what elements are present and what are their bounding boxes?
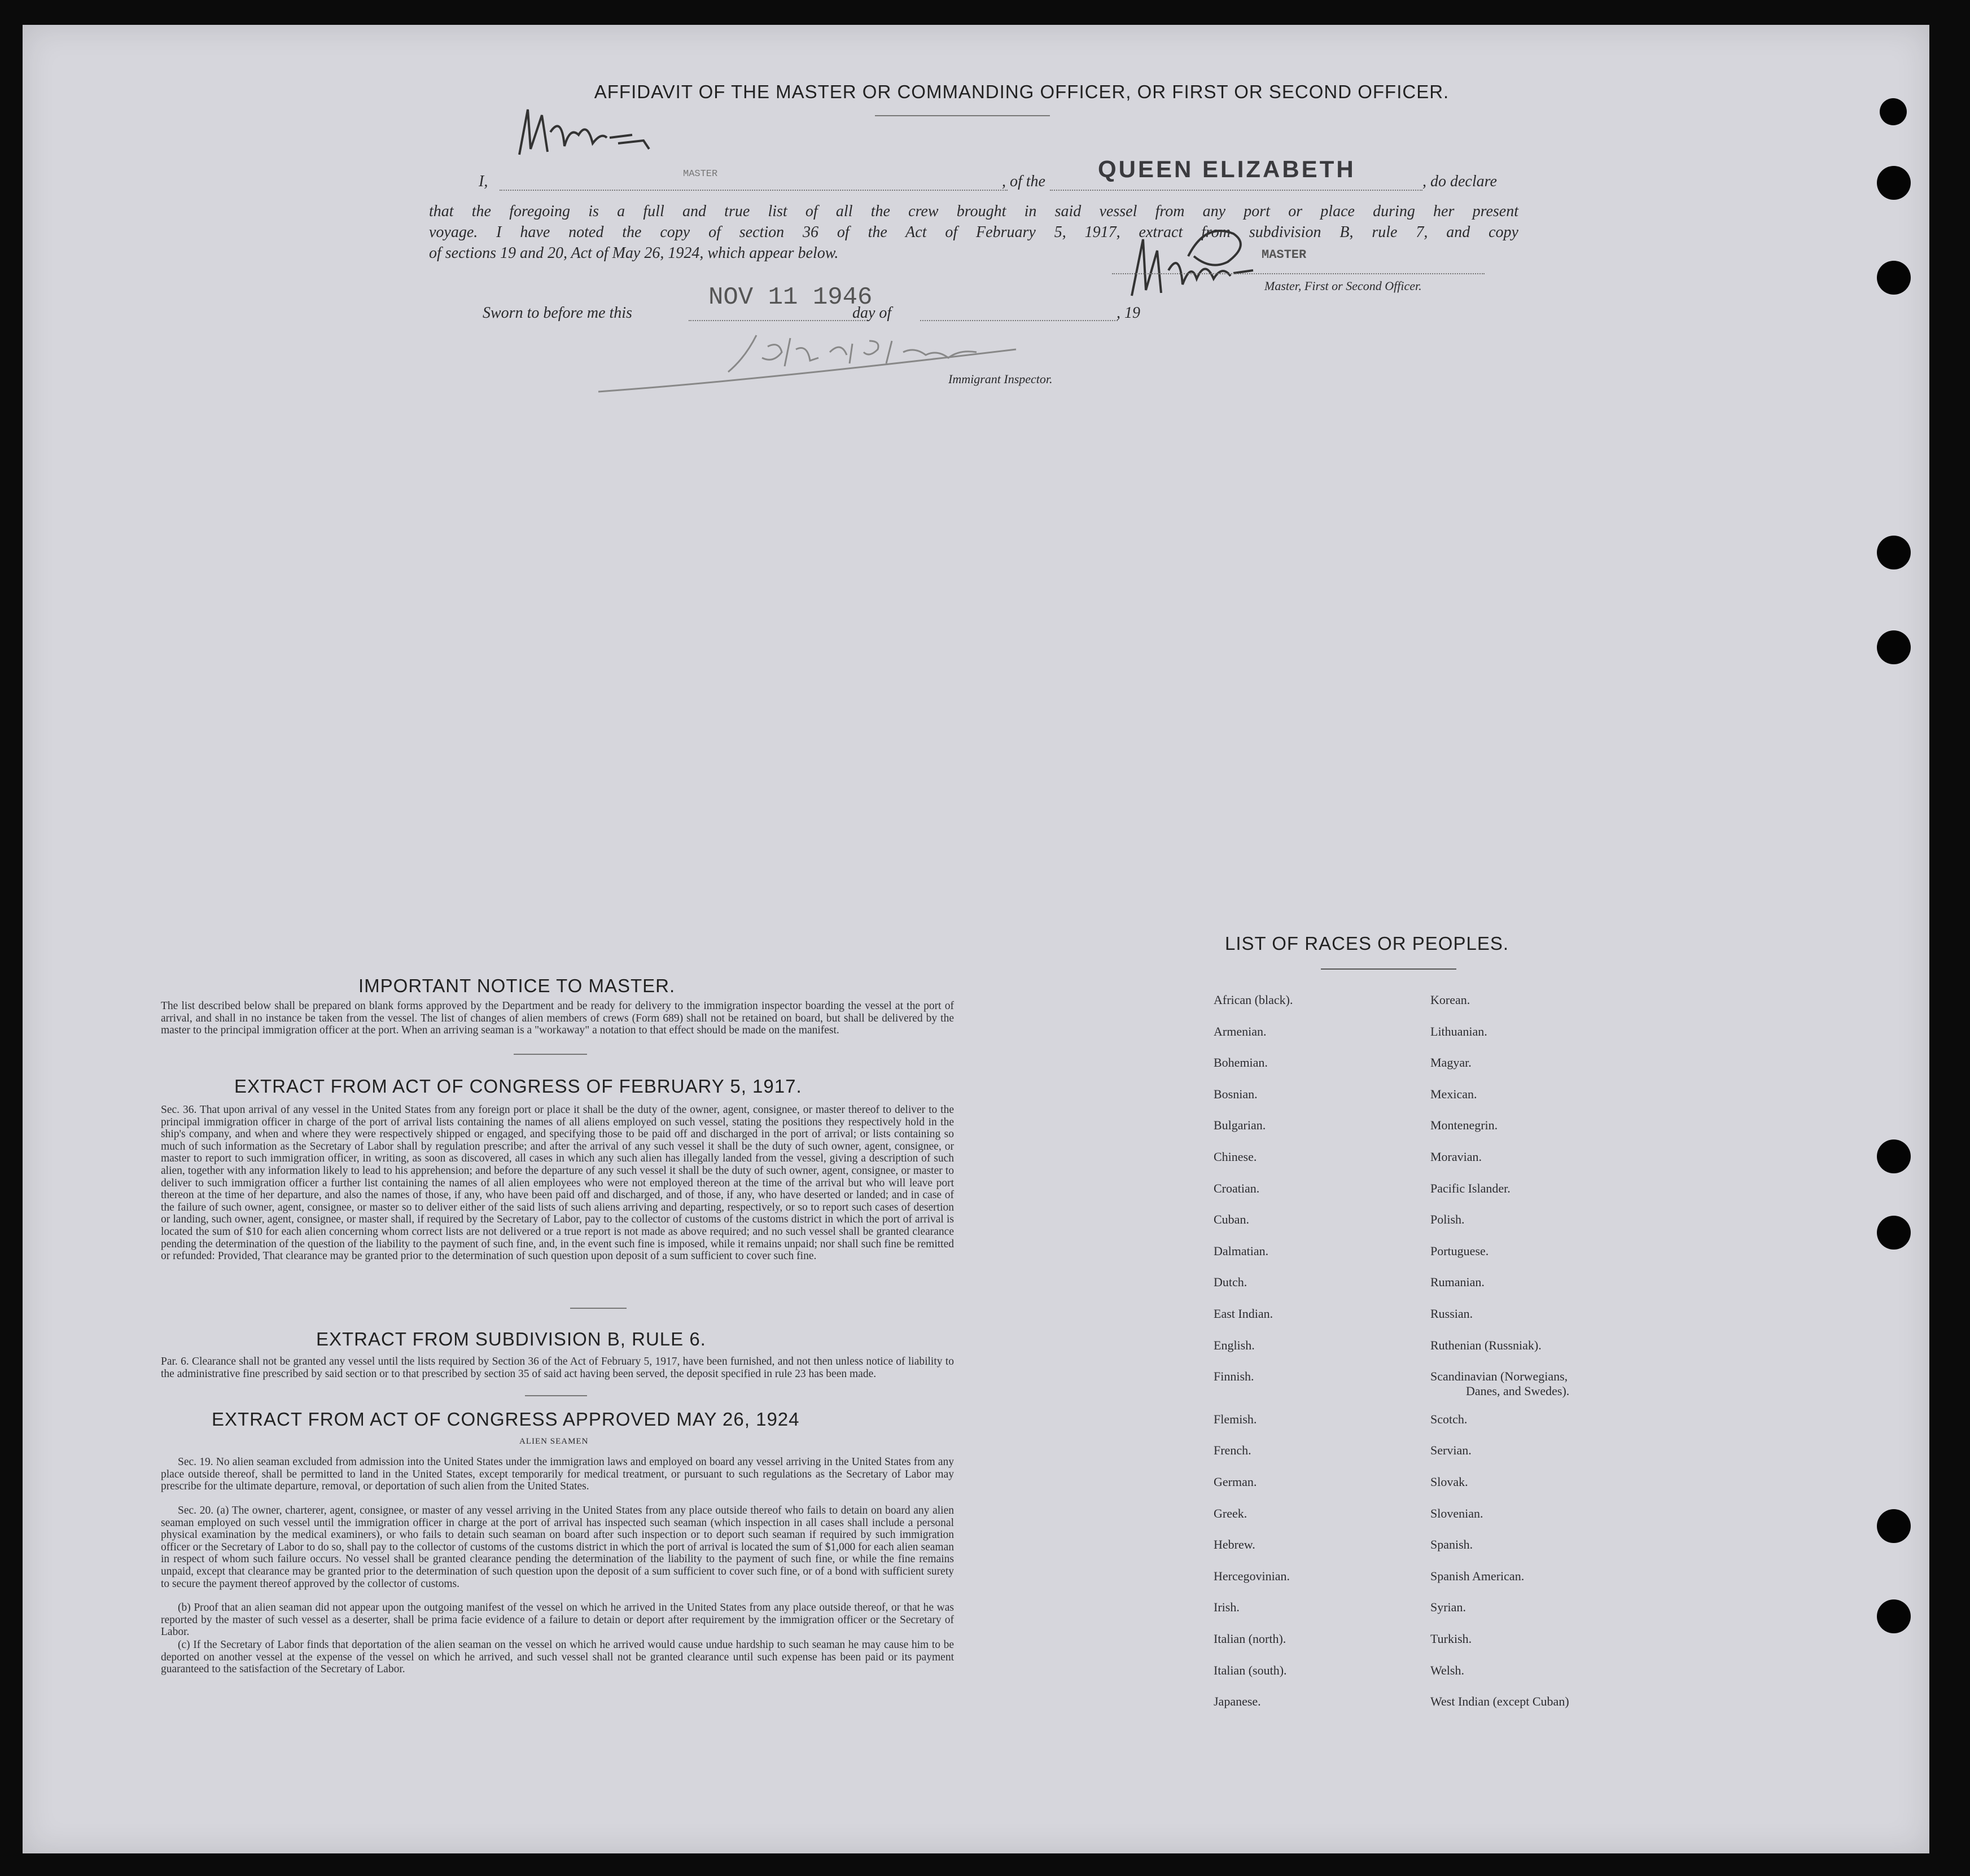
race-item: Russian. (1430, 1307, 1473, 1321)
race-item: Croatian. (1214, 1181, 1260, 1195)
vessel-name-line (1050, 190, 1422, 191)
of-the-label: , of the (1002, 173, 1045, 190)
punch-hole (1880, 98, 1907, 125)
race-item: Hercegovinian. (1214, 1568, 1290, 1583)
race-item: Spanish. (1430, 1537, 1473, 1552)
race-item: East Indian. (1214, 1307, 1273, 1321)
sec19-text: Sec. 19. No alien seaman excluded from admission into the United States under the immigration laws and employed on board any vessel arriving in the United States from any place outside thereof, shall be permitted to land in the United States, except temporarily for medical treatment, or pursuant to such regulations as the Secretary of Labor may prescribe for the ultimate departure, removal, or deportation of such alien from the United States. (161, 1456, 954, 1493)
race-item: Flemish. (1214, 1412, 1257, 1426)
race-item: Hebrew. (1214, 1537, 1255, 1552)
race-item: Lithuanian. (1430, 1024, 1487, 1038)
rule6-text: Par. 6. Clearance shall not be granted any vessel until the lists required by Section 36 of the Act of February 5, 1917, have been furnished, and not then unless notice of liability to the administrative fine prescribed by said section or to that prescribed by section 35 of said act having been served, the deposit specified in rule 23 has been made. (161, 1356, 954, 1380)
race-item: Scandinavian (Norwegians, (1430, 1369, 1568, 1384)
race-item: Magyar. (1430, 1055, 1472, 1070)
races-rule (1321, 968, 1456, 970)
rule6-rule (525, 1395, 587, 1396)
race-item: Welsh. (1430, 1663, 1464, 1677)
race-item: Finnish. (1214, 1369, 1254, 1384)
race-item: Montenegrin. (1430, 1118, 1498, 1133)
notice-rule (514, 1054, 587, 1055)
extract-1917-title: EXTRACT FROM ACT OF CONGRESS OF FEBRUARY 5, 1917. (234, 1076, 802, 1097)
race-item: Irish. (1214, 1600, 1240, 1615)
master-signature (1120, 217, 1267, 307)
race-item: French. (1214, 1443, 1251, 1458)
do-declare-label: , do declare (1422, 173, 1497, 190)
initials-signature (508, 104, 677, 160)
race-item: Japanese. (1214, 1694, 1261, 1709)
race-item: Scotch. (1430, 1412, 1468, 1426)
punch-hole (1877, 261, 1911, 295)
manifest-page (23, 25, 1929, 1853)
master-stamp-small: MASTER (683, 169, 718, 179)
race-item: German. (1214, 1475, 1257, 1489)
race-item: Syrian. (1430, 1600, 1466, 1615)
vessel-name: QUEEN ELIZABETH (1098, 156, 1356, 182)
race-item: Bosnian. (1214, 1086, 1258, 1101)
punch-hole (1877, 536, 1911, 569)
race-item: English. (1214, 1338, 1255, 1352)
races-title: LIST OF RACES OR PEOPLES. (1225, 933, 1509, 954)
scandinavian-continuation: Danes, and Swedes). (1466, 1384, 1570, 1399)
title-rule (875, 115, 1050, 116)
race-item: Pacific Islander. (1430, 1181, 1511, 1195)
punch-hole (1877, 630, 1911, 664)
race-item: Chinese. (1214, 1150, 1257, 1164)
affidavit-body-3: of sections 19 and 20, Act of May 26, 1924, which appear below. (429, 244, 839, 262)
race-item: Mexican. (1430, 1086, 1477, 1101)
punch-hole (1877, 1216, 1911, 1250)
race-item: Portuguese. (1430, 1243, 1489, 1258)
race-item: Korean. (1430, 993, 1470, 1007)
notice-text: The list described below shall be prepared on blank forms approved by the Department and be ready for delivery to the immigration inspector boarding the vessel at the port of arrival, and shall in no instance be taken from the vessel. The list of changes of alien members of crews (Form 689) shall not be retained on board, but shall be delivered by the master to the principal immigration officer at the port. When an arriving seaman is a "workaway" a notation to that effect should be made on the manifest. (161, 1000, 954, 1037)
sworn-date-stamp: NOV 11 1946 (708, 283, 873, 312)
race-item: Spanish American. (1430, 1568, 1525, 1583)
race-item: Slovak. (1430, 1475, 1468, 1489)
race-item: Polish. (1430, 1212, 1465, 1227)
race-item: Dalmatian. (1214, 1243, 1269, 1258)
race-item: Bulgarian. (1214, 1118, 1266, 1133)
sec20c-text: (c) If the Secretary of Labor finds that deportation of the alien seaman on the vessel on which he arrived would cause undue hardship to such seaman he may cause him to be deported on another vessel at the expense of the vessel on which he arrived, and such vessel shall not be granted clearance until such expense has been paid or its payment guaranteed to the satisfaction of the Secretary of Labor. (161, 1639, 954, 1676)
sec20a-text: Sec. 20. (a) The owner, charterer, agent, consignee, or master of any vessel arriving in the United States from any place outside thereof who fails to detain on board any alien seaman employed on such vessel until the immigration officer in charge at the port of arrival has inspected such seaman (which inspection in all cases shall include a personal physical examination by the medical examiners), or who fails to detain such seaman on board after such inspection or to deport such seaman if required by such immigration officer or the Secretary of Labor to do so, shall pay to the collector of customs of the customs district in which the port of arrival is located the sum of $1,000 for each alien seaman in respect of whom such failure occurs. No vessel shall be granted clearance pending the determination of the liability to the payment of such fine, or while the fine remains unpaid, except that clearance may be granted prior to the determination of such question upon the deposit of a sum sufficient to cover such fine, or of a bond with sufficient surety to secure the payment thereof approved by the collector of customs. (161, 1505, 954, 1590)
race-item: Cuban. (1214, 1212, 1249, 1227)
race-item: Moravian. (1430, 1150, 1482, 1164)
signature-line (1112, 273, 1485, 274)
notice-title: IMPORTANT NOTICE TO MASTER. (358, 975, 676, 996)
punch-hole (1877, 1509, 1911, 1543)
master-name-line (500, 190, 1008, 191)
i-label: I, (479, 173, 488, 190)
extract-1924-subtitle: ALIEN SEAMEN (519, 1437, 589, 1446)
race-item: Turkish. (1430, 1632, 1472, 1646)
race-item: Ruthenian (Russniak). (1430, 1338, 1542, 1352)
race-item: Dutch. (1214, 1275, 1247, 1290)
race-item: Italian (north). (1214, 1632, 1286, 1646)
race-item: African (black). (1214, 993, 1293, 1007)
signature-caption: Master, First or Second Officer. (1264, 279, 1422, 293)
race-item: West Indian (except Cuban) (1430, 1694, 1569, 1709)
year-prefix: , 19 (1117, 304, 1140, 322)
master-signature-stamp: MASTER (1262, 248, 1307, 262)
affidavit-title: AFFIDAVIT OF THE MASTER OR COMMANDING OFFICER, OR FIRST OR SECOND OFFICER. (594, 81, 1450, 102)
race-item: Bohemian. (1214, 1055, 1268, 1070)
race-item: Armenian. (1214, 1024, 1267, 1038)
punch-hole (1877, 1599, 1911, 1633)
race-item: Servian. (1430, 1443, 1472, 1458)
sworn-label: Sworn to before me this (483, 304, 632, 322)
affidavit-body-1: that the foregoing is a full and true list of all the crew brought in said vessel from any port or place during her present (429, 203, 1518, 220)
inspector-caption: Immigrant Inspector. (948, 372, 1053, 386)
race-item: Slovenian. (1430, 1506, 1483, 1520)
rule6-title: EXTRACT FROM SUBDIVISION B, RULE 6. (316, 1329, 706, 1349)
punch-hole (1877, 166, 1911, 200)
day-of-label: day of (852, 304, 892, 322)
punch-hole (1877, 1139, 1911, 1173)
extract-1924-title: EXTRACT FROM ACT OF CONGRESS APPROVED MAY 26, 1924 (212, 1409, 800, 1430)
sec20b-text: (b) Proof that an alien seaman did not appear upon the outgoing manifest of the vessel on which he arrived in the United States from any place outside thereof, or that he was reported by the master of such vessel as a deserter, shall be prima facie evidence of a failure to detain or deport after requirement by the immigration officer or the Secretary of Labor. (161, 1602, 954, 1638)
race-item: Greek. (1214, 1506, 1247, 1520)
extract-1917-rule (570, 1308, 627, 1309)
race-item: Italian (south). (1214, 1663, 1287, 1677)
extract-1917-text: Sec. 36. That upon arrival of any vessel in the United States from any foreign port or place it shall be the duty of the owner, agent, consignee, or master thereof to deliver to the principal immigration officer in charge of the port of arrival lists containing the names of all aliens employed on such vessel, stating the positions they respectively hold in the ship's company, and when and where they were respectively shipped or engaged, and specifying those to be paid off and discharged in the port of arrival; or lists containing so much of such information as the Secretary of Labor shall by regulation prescribe; and after the arrival of any such vessel it shall be the duty of such owner, agent, consignee, or master to report to such immigration officer, in writing, as soon as discovered, all cases in which any such alien has illegally landed from the vessel, giving a description of such alien, together with any information likely to lead to his apprehension; and before the departure of any such vessel it shall be the duty of such owner, agent, consignee, or master to deliver to such immigration officer a further list containing the names of all alien employees who were not employed thereon at the time of the arrival but who will leave port thereon at the time of her departure, and also the names of those, if any, who have been paid off and discharged, and of those, if any, who have deserted or landed; and in case of the failure of such owner, agent, consignee, or master so to deliver either of the said lists of such aliens arriving and departing, respectively, or so to report such cases of desertion or landing, such owner, agent, consignee, or master shall, if required by the Secretary of Labor, pay to the collector of customs of the customs district in which the port of arrival is located the sum of $10 for each alien concerning whom correct lists are not delivered or a true report is not made as above required; and no such vessel shall be granted clearance pending the determination of the question of the liability to the payment of such fine, and, in the event such fine is imposed, while it remains unpaid; nor shall such fine be remitted or refunded: Provided, That clearance may be granted prior to the determination of such question upon deposit of a sum sufficient to cover such fine. (161, 1104, 954, 1263)
affidavit-body-2: voyage. I have noted the copy of section 36 of the Act of February 5, 1917, extract from subdivision B, rule 7, and copy (429, 223, 1518, 241)
race-item: Rumanian. (1430, 1275, 1485, 1290)
